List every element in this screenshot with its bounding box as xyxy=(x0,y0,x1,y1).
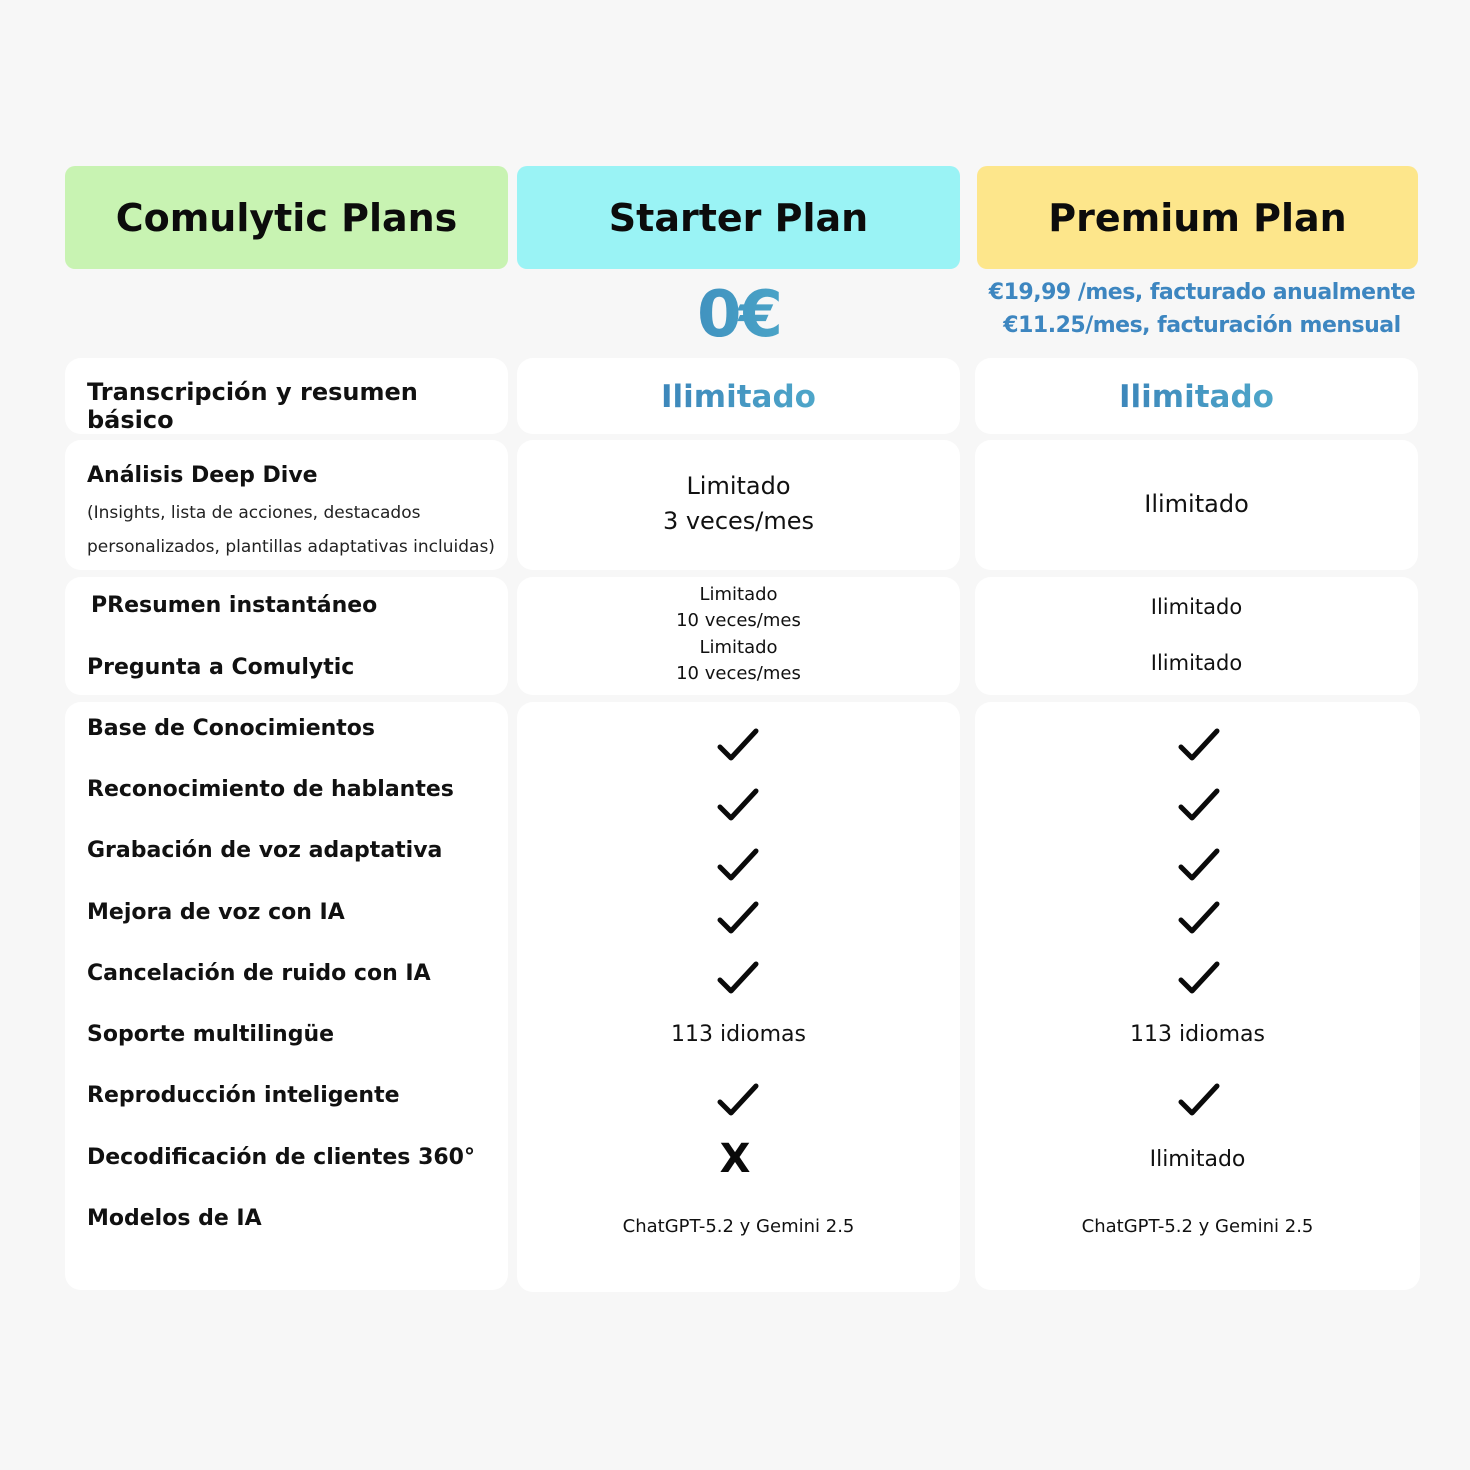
check-icon xyxy=(1177,787,1221,823)
feature-ai-models-starter: ChatGPT-5.2 y Gemini 2.5 xyxy=(622,1216,855,1237)
header-premium-plan-label: Premium Plan xyxy=(1048,195,1347,240)
check-icon xyxy=(716,847,760,883)
check-icon xyxy=(1177,1082,1221,1118)
row-deep-dive-sub2: personalizados, plantillas adaptativas incluidas) xyxy=(87,537,495,557)
header-starter-plan-label: Starter Plan xyxy=(608,195,869,240)
feature-multilingual-label: Soporte multilingüe xyxy=(87,1022,335,1047)
feature-multilingual-premium: 113 idiomas xyxy=(1129,1022,1265,1047)
feature-ai-models-label: Modelos de IA xyxy=(87,1206,262,1231)
check-icon xyxy=(1177,960,1221,996)
feature-smart-playback-label: Reproducción inteligente xyxy=(87,1083,400,1108)
feature-customer-decoding-premium: Ilimitado xyxy=(1149,1147,1246,1172)
check-icon xyxy=(716,787,760,823)
row-transcription-label: Transcripción y resumen básico xyxy=(87,378,418,434)
feature-customer-decoding-label: Decodificación de clientes 360° xyxy=(87,1145,475,1170)
header-comulytic-plans-label: Comulytic Plans xyxy=(115,195,458,240)
starter-price: 0€ xyxy=(517,278,960,356)
row-deep-dive-starter-line2: 3 veces/mes xyxy=(662,507,815,535)
header-starter-plan xyxy=(517,166,960,269)
premium-price-monthly: €11.25/mes, facturación mensual xyxy=(1003,313,1401,338)
feature-ai-models-premium: ChatGPT-5.2 y Gemini 2.5 xyxy=(1081,1216,1314,1237)
feature-knowledge-base-label: Base de Conocimientos xyxy=(87,716,376,741)
check-icon xyxy=(1177,727,1221,763)
check-icon xyxy=(1177,900,1221,936)
feature-noise-cancellation-label: Cancelación de ruido con IA xyxy=(87,961,431,986)
row-deep-dive-label: Análisis Deep Dive xyxy=(87,463,318,488)
check-icon xyxy=(716,900,760,936)
check-icon xyxy=(716,1082,760,1118)
feature-voice-enhancement-label: Mejora de voz con IA xyxy=(87,900,345,925)
row-deep-dive-starter-card xyxy=(517,440,960,570)
row-transcription-starter-value: Ilimitado xyxy=(517,379,960,415)
feature-speaker-recognition-label: Reconocimiento de hablantes xyxy=(87,777,454,802)
check-icon xyxy=(716,960,760,996)
row-summary-premium2: Ilimitado xyxy=(1150,651,1243,675)
row-summary-starter1-a: Limitado xyxy=(699,584,778,605)
feature-multilingual-starter: 113 idiomas xyxy=(670,1022,806,1047)
check-icon xyxy=(716,727,760,763)
row-summary-premium1: Ilimitado xyxy=(1150,595,1243,619)
check-icon xyxy=(1177,847,1221,883)
header-premium-plan xyxy=(977,166,1418,269)
row-deep-dive-sub1: (Insights, lista de acciones, destacados xyxy=(87,503,421,523)
feature-adaptive-recording-label: Grabación de voz adaptativa xyxy=(87,838,443,863)
row-transcription-premium-value: Ilimitado xyxy=(975,379,1418,415)
x-mark-icon: X xyxy=(719,1136,751,1182)
row-summary-label1: PResumen instantáneo xyxy=(91,593,378,618)
row-summary-starter1-b: 10 veces/mes xyxy=(676,610,801,631)
row-deep-dive-premium-value: Ilimitado xyxy=(1144,490,1249,518)
row-summary-starter2-a: Limitado xyxy=(699,637,778,658)
row-summary-starter2-b: 10 veces/mes xyxy=(676,663,801,684)
row-deep-dive-starter-line1: Limitado xyxy=(686,472,791,500)
row-summary-label2: Pregunta a Comulytic xyxy=(87,655,355,680)
premium-price-annual: €19,99 /mes, facturado anualmente xyxy=(988,280,1416,305)
header-comulytic-plans xyxy=(65,166,508,269)
